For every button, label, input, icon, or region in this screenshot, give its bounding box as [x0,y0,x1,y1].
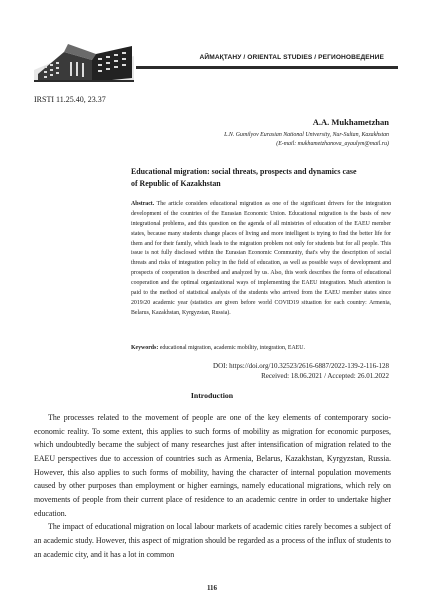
header-divider [136,66,398,69]
author-affiliation [89,131,389,149]
paragraph: The processes related to the movement of people are one of the key elements of contemporary socio-economic reality. To some extent, this applies to such forms of mobility as migration for economic purposes, which undoubtedly became the subject of many researches just after intensification of migration related to the EAEU perspectives due to accession of countries such as Armenia, Belarus, Kazakhstan, Kyrgyzstan, Russia. However, this also applies to such forms of mobility, having the character of internal population movements caused by other purposes than employment or higher earnings, namely educational migrations, which rely on movements of people from their current place of residence to an academic centre in order to undertake higher education. [34,413,391,518]
section-title: АЙМАҚТАНУ / ORIENTAL STUDIES / РЕГИОНОВЕДЕНИЕ [199,54,384,61]
section-heading-introduction: Introduction [190,391,234,400]
abstract-label: Abstract. [131,201,155,207]
received-accepted-dates: Received: 18.06.2021 / Accepted: 26.01.2022 [261,372,389,380]
abstract [131,200,391,319]
affiliation-institution: L.N. Gumilyov Eurasian National University, Nur-Sultan, Kazakhstan [224,132,389,138]
paragraph: The impact of educational migration on local labour markets of academic cities rarely becomes a subject of an academic study. However, this aspect of migration should be regarded as a process of the influx of students to an academic city, and it has a lot in common [34,522,391,559]
university-building-logo [34,40,134,82]
irsti-code: IRSTI 11.25.40, 23.37 [34,95,106,104]
author-name: A.A. Mukhametzhan [312,117,389,127]
doi-link[interactable]: DOI: https://doi.org/10.32523/2616-6887/2022-139-2-116-128 [213,362,389,370]
abstract-text: The article considers educational migration as one of the significant drivers for the integration development of the countries of the Eurasian Economic Union. Educational migration is the basis of new integrational problems, and this question on the agenda of all ministries of education of the EAEU member states, because many students change places of living and more intelligent is trying to find the better life for them and for their family, which leads to the migration problem not only for students but for all people. This issue is not fully disclosed within the Eurasian Economic Community, that's why the description of social threats and risks of integration policy in the field of education, as well as possible ways of development and prospects of cooperation is described and analyzed by us. Also, this work describes the forms of educational cooperation and the optimal organizational ways of implementing the EAEU integration. Much attention is paid to the method of statistical analysis of the students who arrived from the EAEU member states since 2019/20 academic year (statistics are given before world COVID19 situation for each country: Armenia, Belarus, Kazakhstan, Kyrgyzstan, Russia). [131,201,391,316]
page-number: 116 [206,584,218,592]
keywords-label: Keywords: [131,345,159,351]
keywords [131,344,391,353]
keywords-text: educational migration, academic mobility, integration, EAEU. [158,345,305,351]
article-title: Educational migration: social threats, prospects and dynamics case of Republic of Kazakhstan [131,167,357,188]
body-text [34,411,391,561]
affiliation-email: (E-mail: mukhametzhanova_ayaulym@mail.ru) [276,140,389,147]
